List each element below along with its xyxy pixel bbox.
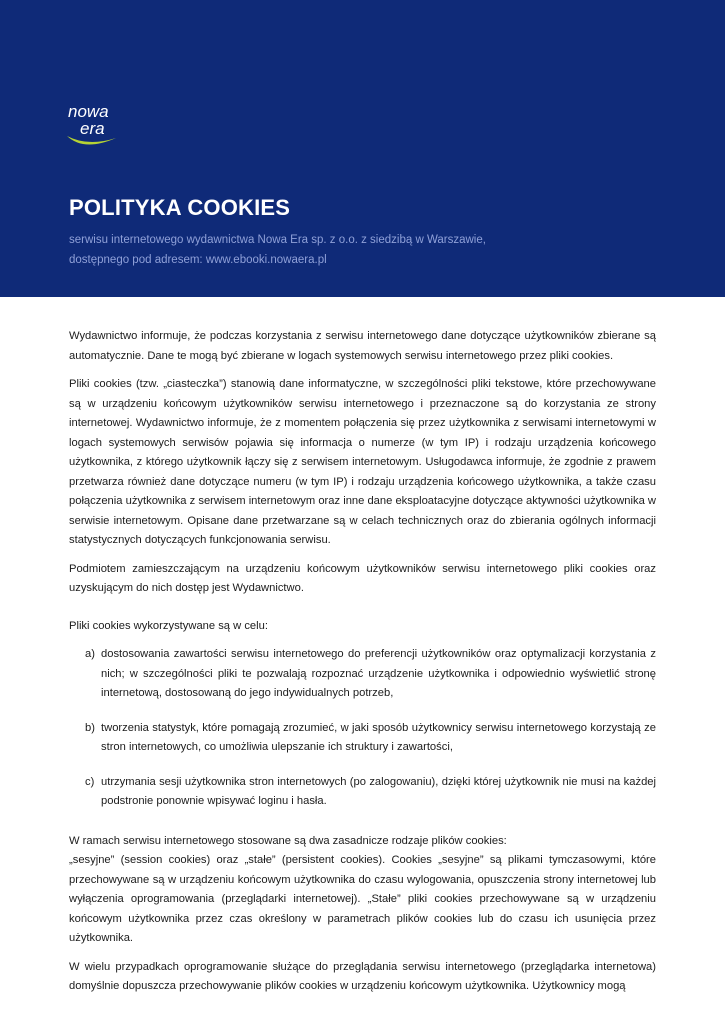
list-item-text: dostosowania zawartości serwisu internetowego do preferencji użytkowników oraz optymalizacji korzystania z nich; w szczególności pliki te pozwalają rozpoznać urządzenie użytkownika i odpowiednio wyświetlić stronę internetową, dostosowaną do jego indywidualnych potrzeb, (101, 648, 656, 699)
paragraph: Wydawnictwo informuje, że podczas korzystania z serwisu internetowego dane dotyczące użytkowników zbierane są automatycznie. Dane te mogą być zbierane w logach systemowych serwisu internetowego przez pliki cookies. (69, 330, 656, 362)
paragraph-cookie-types (69, 832, 656, 949)
paragraph-line: W ramach serwisu internetowego stosowane są dwa zasadnicze rodzaje plików cookies: (69, 834, 507, 847)
header-banner (0, 0, 725, 297)
paragraph: Pliki cookies (tzw. „ciasteczka”) stanowią dane informatyczne, w szczególności pliki tekstowe, które przechowywane są w urządzeniu końcowym użytkowników serwisu internetowego i przeznaczone są do korzystania ze strony internetowej. Wydawnictwo informuje, że z momentem połączenia się przez użytkownika z serwisami internetowymi w logach systemowych serwisów pojawia się informacja o numerze (w tym IP) i rodzaju urządzenia końcowego użytkownika, z którego użytkownik łączy się z serwisem internetowym. Usługodawca informuje, że zgodnie z prawem przetwarza również dane dotyczące numeru (w tym IP) i rodzaju urządzenia końcowego użytkownika, a także czasu połączenia użytkownika z serwisem internetowym oraz inne dane eksploatacyjne dotyczące aktywności użytkownika w serwisie internetowym. Opisane dane przetwarzane są w celach technicznych oraz do zbierania ogólnych informacji statystycznych dotyczących funkcjonowania serwisu. (69, 378, 656, 546)
list-marker: c) (85, 775, 95, 788)
page-title: POLITYKA COOKIES (69, 195, 291, 220)
paragraph: Podmiotem zamieszczającym na urządzeniu końcowym użytkowników serwisu internetowego pliki cookies oraz uzyskującym do nich dostęp jest Wydawnictwo. (69, 562, 656, 594)
list-item-text: tworzenia statystyk, które pomagają zrozumieć, w jaki sposób użytkownicy serwisu internetowego korzystają ze stron internetowych, co umożliwia ulepszanie ich struktury i zawartości, (101, 721, 656, 753)
paragraph: W wielu przypadkach oprogramowanie służące do przeglądania serwisu internetowego (przeglądarka internetowa) domyślnie dopuszcza przechowywanie plików cookies w urządzeniu końcowym użytkownika. Użytkownicy mogą (69, 960, 656, 992)
list-item-text: utrzymania sesji użytkownika stron internetowych (po zalogowaniu), dzięki której użytkownik nie musi na każdej podstronie ponownie wpisywać loginu i hasła. (101, 775, 656, 807)
nowa-era-logo (64, 100, 134, 150)
logo-text-line1: nowa (68, 102, 109, 121)
document-body (69, 327, 656, 1006)
purpose-list (69, 645, 656, 812)
list-marker: a) (85, 648, 95, 660)
list-item (69, 645, 656, 704)
list-intro: Pliki cookies wykorzystywane są w celu: (69, 619, 268, 632)
list-item (69, 773, 656, 812)
paragraph-text: „sesyjne” (session cookies) oraz „stałe” (persistent cookies). Cookies „sesyjne” są plikami tymczasowymi, które przechowywane są w urządzeniu końcowym użytkownika do czasu wylogowania, opuszczenia strony internetowej lub wyłączenia oprogramowania (przeglądarki internetowej). „Stałe” pliki cookies przechowywane są w urządzeniu końcowym użytkownika przez czas określony w parametrach plików cookies lub do czasu ich usunięcia przez użytkownika. (69, 854, 656, 944)
subtitle-line: serwisu internetowego wydawnictwa Nowa Era sp. z o.o. z siedzibą w Warszawie, (69, 234, 486, 246)
logo-text-line2: era (80, 119, 105, 138)
list-marker: b) (85, 721, 95, 734)
page-subtitle (69, 230, 629, 270)
list-item (69, 719, 656, 758)
subtitle-line: dostępnego pod adresem: www.ebooki.nowaera.pl (69, 254, 327, 266)
